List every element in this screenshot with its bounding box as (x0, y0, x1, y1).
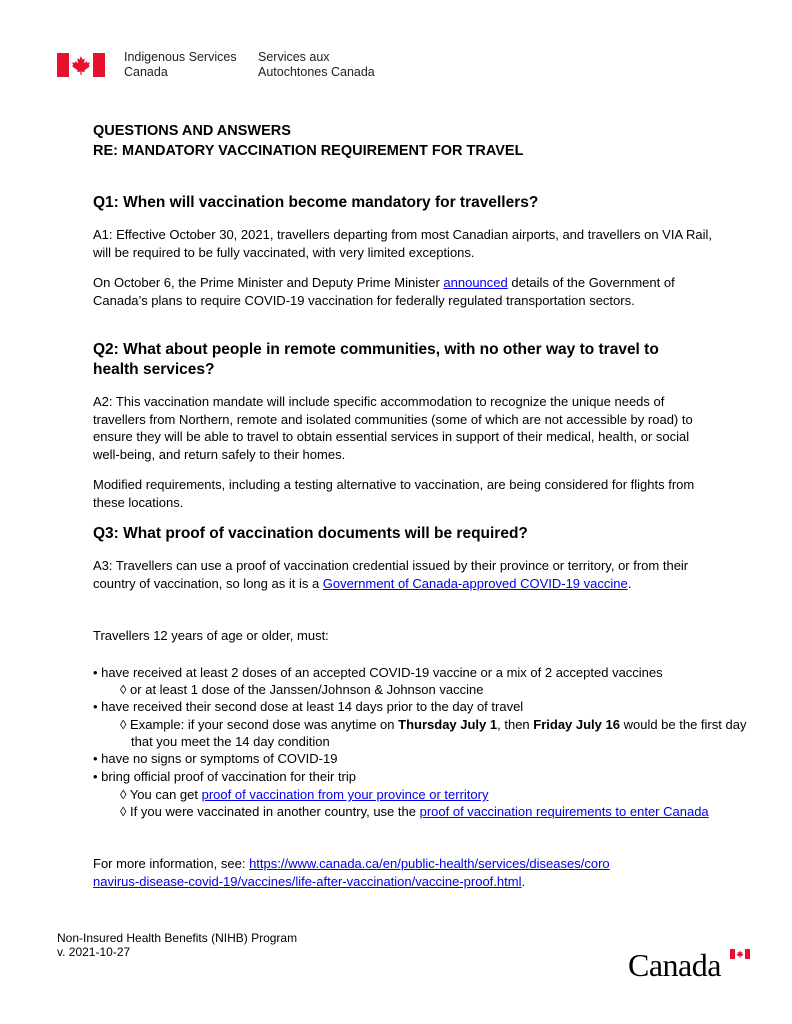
department-name-english (124, 50, 237, 80)
bullet-item: • bring official proof of vaccination for their trip (93, 769, 357, 784)
approved-vaccine-link[interactable]: Government of Canada-approved COVID-19 vaccine (322, 575, 628, 591)
bullet-text: have received at least 2 doses of an accepted COVID-19 vaccine or a mix of 2 accepted vaccines (101, 665, 663, 680)
text-span: You can get (129, 787, 202, 802)
text-span: On October 6, the Prime Minister and Deputy Prime Minister (93, 275, 444, 290)
text-span: details of the Government of Canada’s plans to require COVID-19 vaccination for federally regulated transportation sectors. (93, 275, 675, 308)
page-title-line2: RE: MANDATORY VACCINATION REQUIREMENT FOR TRAVEL (93, 143, 524, 159)
text-span: , then (497, 717, 534, 732)
bullet-item: • have received at least 2 doses of an accepted COVID-19 vaccine or a mix of 2 accepted vaccines (93, 665, 663, 680)
text-span: . (521, 873, 526, 889)
bold-date: Friday July 16 (533, 717, 620, 732)
requirements-intro: Travellers 12 years of age or older, must: (93, 628, 329, 643)
question-3-heading: Q3: What proof of vaccination documents will be required? (93, 525, 528, 542)
question-1-heading: Q1: When will vaccination become mandatory for travellers? (93, 194, 539, 211)
text-span: If you were vaccinated in another country, use the (130, 804, 420, 819)
text-span: A3: Travellers can use a proof of vaccination credential issued by their province or territory, or from their country of vaccination, so long as it is a (93, 558, 689, 591)
question-2-heading: Q2: What about people in remote communities, with no other way to travel to health services? (93, 341, 659, 378)
sub-bullet-item: ◊ You can get proof of vaccination from your province or territory (120, 787, 489, 802)
text-span: Example: if your second dose was anytime on (130, 717, 399, 732)
bullet-text: bring official proof of vaccination for their trip (101, 769, 357, 784)
sub-bullet-item: ◊ If you were vaccinated in another country, use the proof of vaccination requirements to enter Canada (120, 804, 709, 819)
department-name-french (258, 50, 375, 80)
text-span: For more information, see: (93, 856, 250, 871)
bullet-text: have received their second dose at least 14 days prior to the day of travel (101, 699, 524, 714)
answer-2-text: A2: This vaccination mandate will include specific accommodation to recognize the unique needs of travellers from Northern, remote and isolated communities (some of which are not accessible by road) to ensure they will be able to travel to obtain essential services in support of their medical, health, or social well-being, and return safely to their homes. (93, 394, 693, 462)
sub-bullet-text: or at least 1 dose of the Janssen/Johnson & Johnson vaccine (130, 682, 484, 697)
wordmark-text: Canada (628, 947, 721, 983)
vaccine-proof-url-link[interactable]: https://www.canada.ca/en/public-health/services/diseases/coronavirus-disease-covid-19/vaccines/life-after-vaccination/vaccine-proof.html (93, 856, 610, 889)
sub-bullet-item: ◊ or at least 1 dose of the Janssen/Johnson & Johnson vaccine (120, 682, 484, 697)
dept-fr-line1: Services aux (258, 50, 330, 64)
answer-1-paragraph-2 (93, 274, 718, 309)
sub-bullet-item: ◊ Example: if your second dose was anytime on Thursday July 1, then Friday July 16 would be the first day that you meet the 14 day condition (120, 717, 747, 749)
announced-link[interactable]: announced (443, 275, 508, 290)
answer-2-paragraph-2: Modified requirements, including a testing alternative to vaccination, are being considered for flights from these locations. (93, 477, 695, 510)
text-span: . (627, 575, 632, 591)
canada-wordmark (628, 947, 752, 981)
dept-en-line1: Indigenous Services (124, 50, 237, 64)
program-name: Non-Insured Health Benefits (NIHB) Program (57, 931, 298, 945)
page-title-line1: QUESTIONS AND ANSWERS (93, 123, 291, 139)
version-date: v. 2021-10-27 (57, 945, 131, 959)
wordmark-flag-icon (730, 949, 750, 959)
provincial-proof-link[interactable]: proof of vaccination from your province or territory (201, 787, 489, 802)
answer-1-text: A1: Effective October 30, 2021, travellers departing from most Canadian airports, and travellers on VIA Rail, will be required to be fully vaccinated, with very limited exceptions. (93, 227, 713, 260)
enter-canada-requirements-link[interactable]: proof of vaccination requirements to enter Canada (419, 804, 709, 819)
bullet-item: • have received their second dose at least 14 days prior to the day of travel (93, 699, 524, 714)
dept-en-line2: Canada (124, 65, 168, 79)
dept-fr-line2: Autochtones Canada (258, 65, 375, 79)
bullet-item: • have no signs or symptoms of COVID-19 (93, 751, 338, 766)
answer-3-text (93, 557, 708, 592)
bullet-text: have no signs or symptoms of COVID-19 (101, 751, 338, 766)
bold-date: Thursday July 1 (398, 717, 498, 732)
more-info-paragraph (93, 855, 613, 890)
text-span: would be the first day that you meet the 14 day condition (131, 717, 747, 749)
canada-flag-icon (57, 53, 105, 77)
